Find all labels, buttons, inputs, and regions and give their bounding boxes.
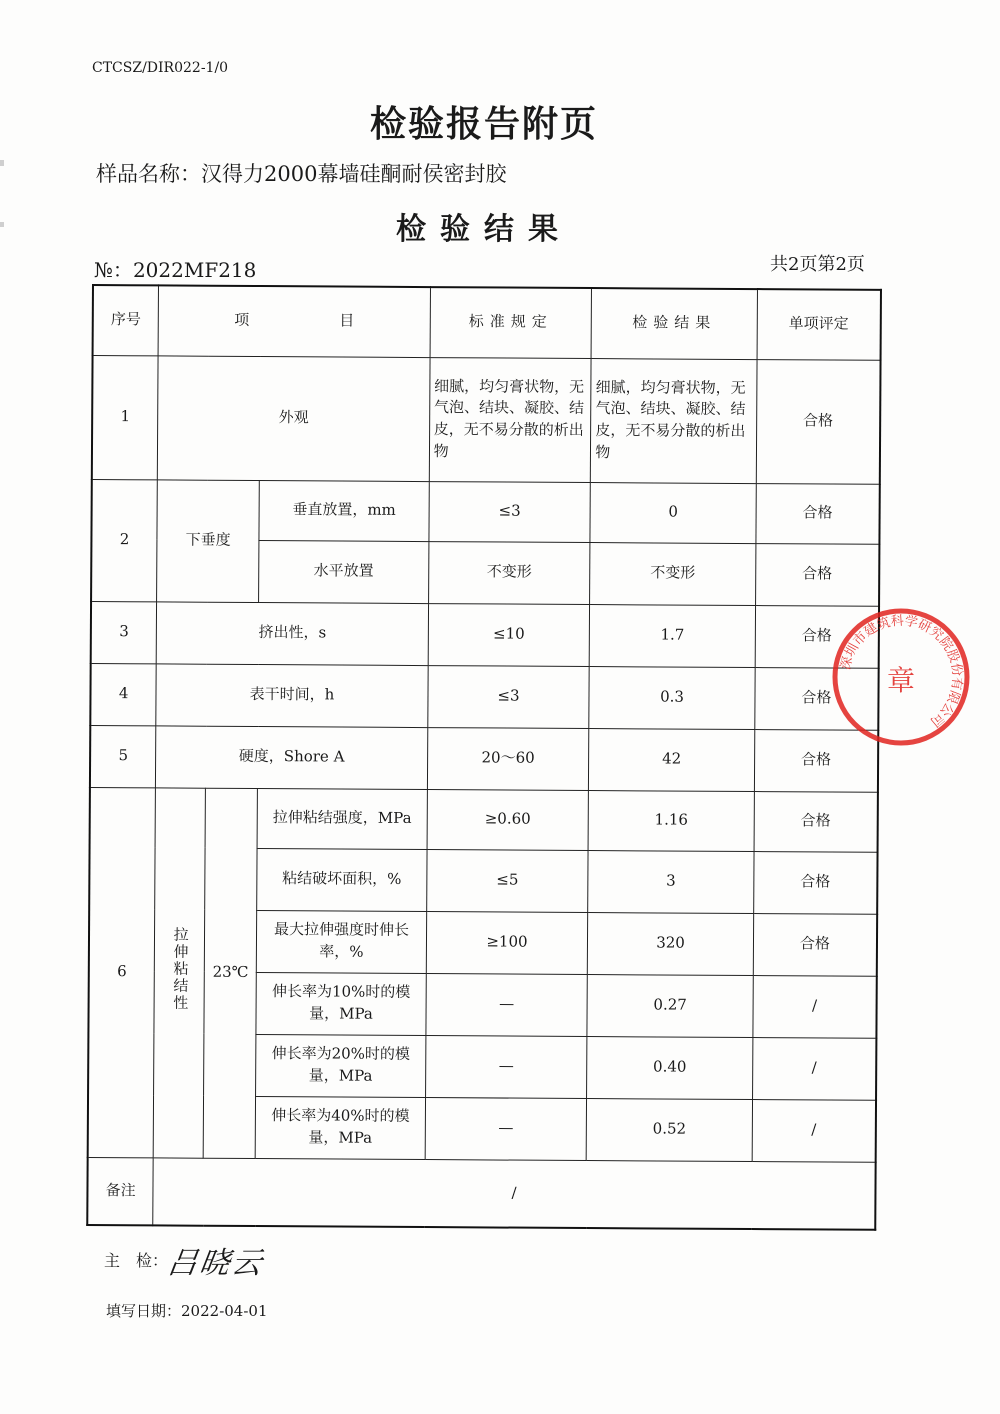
table-header-row: [93, 285, 881, 360]
table-row: [90, 725, 878, 792]
row-judgement: 合格: [753, 851, 877, 914]
row-result: 不变形: [590, 542, 756, 605]
row-result: 320: [588, 912, 754, 975]
header-seq: 序号: [93, 285, 159, 355]
table-row: [92, 355, 881, 484]
row-seq: 3: [91, 601, 157, 663]
row-item: 粘结破坏面积，%: [257, 848, 427, 911]
row-standard: —: [425, 1035, 587, 1098]
sample-label: 样品名称：: [96, 162, 201, 186]
row-judgement: /: [752, 1099, 876, 1162]
row-item: 伸长率为40%时的模量，MPa: [255, 1096, 425, 1159]
section-title: 检验结果: [396, 212, 572, 247]
row-standard: 不变形: [428, 541, 590, 604]
row-judgement: /: [753, 975, 877, 1038]
fill-date-label: 填写日期：: [106, 1302, 182, 1320]
row-item: 表干时间，h: [156, 663, 428, 727]
row-result: 1.16: [588, 790, 754, 851]
page-count: 共2页第2页: [770, 254, 865, 275]
row-result: 0.52: [586, 1098, 752, 1161]
row-item: 伸长率为10%时的模量，MPa: [256, 972, 426, 1035]
row-item: 挤出性，s: [157, 601, 429, 665]
row-standard: ≤5: [426, 849, 588, 912]
row-judgement: 合格: [756, 359, 880, 484]
row-standard: 细腻，均匀膏状物，无气泡、结块、凝胶、结皮，无不易分散的析出物: [429, 357, 591, 482]
row-standard: —: [425, 1097, 587, 1160]
report-number: [94, 254, 256, 283]
row-group: 下垂度: [157, 479, 260, 602]
remarks-label: 备注: [87, 1157, 153, 1225]
header-item: [158, 285, 430, 357]
header-item-b: 目: [339, 311, 355, 330]
row-judgement: 合格: [755, 667, 879, 730]
remarks-value: /: [153, 1157, 876, 1229]
row-judgement: 合格: [755, 543, 879, 606]
row-result: 0: [590, 482, 756, 543]
report-number-value: 2022MF218: [132, 258, 257, 282]
row-judgement: /: [752, 1037, 876, 1100]
row-item: 水平放置: [259, 540, 429, 603]
row-seq: 5: [90, 725, 156, 787]
report-number-prefix: №：: [94, 258, 133, 282]
page-title: 检验报告附页: [369, 103, 598, 145]
table-row: [91, 601, 879, 668]
seal-text-path: 深圳市建筑科学研究院股份有限公司: [838, 613, 965, 730]
row-standard: ≥0.60: [427, 789, 589, 850]
official-seal: [826, 602, 976, 752]
row-seq: 2: [91, 479, 158, 601]
row-result: 1.7: [589, 604, 755, 667]
row-standard: 20～60: [427, 727, 589, 790]
row-item: 拉伸粘结强度，MPa: [257, 788, 427, 849]
document-code: CTCSZ/DIR022-1/0: [92, 60, 229, 76]
row-seq: 6: [88, 787, 156, 1157]
row-standard: ≤3: [429, 481, 591, 542]
row-result: 细腻，均匀膏状物，无气泡、结块、凝胶、结皮，无不易分散的析出物: [591, 358, 757, 483]
header-standard: 标准规定: [430, 287, 592, 358]
row-item: 外观: [158, 355, 430, 481]
row-judgement: 合格: [755, 605, 879, 668]
header-result: 检验结果: [591, 288, 757, 359]
row-standard: ≥100: [426, 911, 588, 974]
row-judgement: 合格: [753, 913, 877, 976]
inspector-label: 主 检：: [104, 1251, 169, 1270]
row-seq: 4: [90, 663, 156, 725]
row-standard: —: [426, 973, 588, 1036]
row-judgement: 合格: [754, 791, 878, 852]
row-judgement: 合格: [756, 483, 880, 544]
row-standard: ≤10: [428, 603, 590, 666]
sample-name: [96, 158, 506, 188]
row-item: 伸长率为20%时的模量，MPa: [256, 1034, 426, 1097]
header-judgement: 单项评定: [757, 289, 881, 360]
row-seq: 1: [92, 355, 159, 479]
row-result: 0.40: [587, 1036, 753, 1099]
row-standard: ≤3: [428, 665, 590, 728]
header-item-a: 项: [234, 311, 250, 330]
row-result: 0.3: [589, 666, 755, 729]
row-item: 垂直放置，mm: [259, 480, 429, 541]
row-condition: 23℃: [203, 788, 257, 1158]
results-table: [86, 284, 882, 1231]
row-item: 硬度，Shore A: [156, 725, 428, 789]
table-row: [91, 479, 879, 544]
scan-mark: [0, 160, 4, 166]
row-result: 42: [589, 728, 755, 791]
row-group-label: 拉伸粘结性: [171, 926, 190, 1012]
row-item: 最大拉伸强度时伸长率，%: [257, 910, 427, 973]
inspector-signature: 吕晓云: [165, 1246, 266, 1281]
table-row: [90, 787, 878, 852]
row-result: 0.27: [587, 974, 753, 1037]
row-result: 3: [588, 850, 754, 913]
fill-date-value: 2022-04-01: [181, 1302, 268, 1320]
seal-center-char: 章: [886, 664, 916, 697]
sample-value: 汉得力2000幕墙硅酮耐侯密封胶: [201, 162, 507, 186]
fill-date: [106, 1300, 268, 1321]
remarks-row: [87, 1157, 875, 1230]
row-judgement: 合格: [754, 729, 878, 792]
row-group: [153, 787, 205, 1157]
table-row: [90, 663, 878, 730]
